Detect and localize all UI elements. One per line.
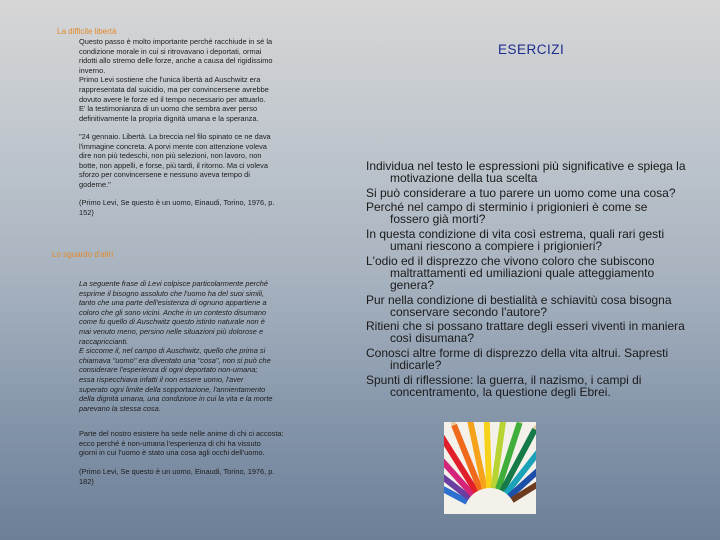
exercise-text: Individua nel testo le espressioni più significative e spiega la [366, 159, 686, 173]
exercise-continuation: concentramento, la questione degli Ebrei. [390, 384, 611, 399]
exercise-item [366, 374, 716, 398]
exercise-continuation: maltrattamenti ed umiliazioni quale atteggiamento genera? [390, 265, 655, 293]
exercise-item [366, 320, 716, 344]
exercise-text: Conosci altre forme di disprezzo della vita altrui. Sapresti [366, 345, 669, 360]
citation-1: (Primo Levi, Se questo è un uomo, Einaudi, Torino, 1976, p. 152) [79, 198, 275, 217]
exercise-text: Perché nel campo di sterminio i prigionieri è come se [366, 200, 648, 215]
exercise-item [366, 187, 716, 199]
exercise-item [366, 294, 716, 318]
exercise-continuation: indicarle? [390, 358, 442, 373]
exercise-continuation: umani riescono a compiere i prigionieri? [390, 239, 603, 254]
exercise-item [366, 255, 716, 292]
section-heading-sguardo: Lo sguardo d'altri [52, 250, 114, 259]
analysis-paragraph: La seguente frase di Levi colpisce particolarmente perché esprime il bisogno assoluto che l'uomo ha del suoi simili, tanto che una parte dell'esistenza di ognuno appartiene a coloro che gli sono vicini. Anche in un contesto disumano come fu quello di Auschwitz questo istinto naturale non è mai venuto meno, persino nelle situazioni più dolorose e raccapriccianti. E siccome il, nel campo di Auschwitz, quello che prima si chiamava "uomo" era diventato una "cosa", non si può che considerare l'esperienza di ogni deportato non-umana; essa rispecchiava infatti il non essere uomo, l'aver superato ogni limite della sopportazione, l'annientamento della dignità umana, una condizione in cui la vita e la morte parevano la stessa cosa. [79, 279, 273, 413]
exercise-continuation: così disumana? [390, 331, 475, 346]
exercise-item [366, 160, 716, 184]
exercise-item [366, 347, 716, 371]
section-heading-liberta: La difficile libertà [57, 27, 117, 36]
exercise-text: Spunti di riflessione: la guerra, il nazismo, i campi di [366, 372, 642, 387]
exercise-text: Pur nella condizione di bestialità e schiavitù cosa bisogna [366, 292, 672, 307]
colored-pencils-image [444, 422, 536, 514]
exercise-text: Ritieni che si possano trattare degli esseri viventi in maniera [366, 319, 685, 334]
exercise-item [366, 201, 716, 225]
exercise-item [366, 228, 716, 252]
exercise-continuation: conservare secondo l'autore? [390, 304, 548, 319]
exercise-continuation: motivazione della tua scelta [390, 171, 538, 186]
exercise-list [366, 160, 716, 400]
quote-liberta: "24 gennaio. Libertà. La breccia nel filo spinato ce ne dava l'immagine concreta. A porvi mente con attenzione voleva dire non più tedeschi, non più selezioni, non lavoro, non botte, non appelli, e forse, più tardi, il ritorno. Ma ci voleva sforzo per convincersene e nessuno aveva tempo di goderne." [79, 132, 271, 189]
exercise-continuation: fossero già morti? [390, 212, 486, 227]
exercise-text: Si può considerare a tuo parere un uomo come una cosa? [366, 185, 676, 200]
citation-2: (Primo Levi, Se questo è un uomo, Einaudi, Torino, 1976, p. 182) [79, 467, 275, 486]
quote-sguardo: Parte del nostro esistere ha sede nelle anime di chi ci accosta: ecco perché è non-umana l'esperienza di chi ha vissuto giorni in cui l'uomo è stato una cosa agli occhi dell'uomo. [79, 429, 284, 458]
exercise-text: In questa condizione di vita così estrema, quali rari gesti [366, 226, 665, 241]
exercises-title: ESERCIZI [498, 42, 565, 57]
intro-paragraph: Questo passo è molto importante perché racchiude in sé la condizione morale in cui si ritrovavano i deportati, ormai ridotti allo stremo delle forze, anche a causa del rigidissimo inverno. Primo Levi sostiene che l'unica libertà ad Auschwitz era rappresentata dal suicidio, ma per convincersene avrebbe dovuto avere le forze ed il tempo necessario per attuarlo. E' la testimonianza di un uomo che sembra aver perso definitivamente la propria dignità umana e la speranza. [79, 37, 273, 123]
exercise-text: L'odio ed il disprezzo che vivono coloro che subiscono [366, 253, 655, 268]
